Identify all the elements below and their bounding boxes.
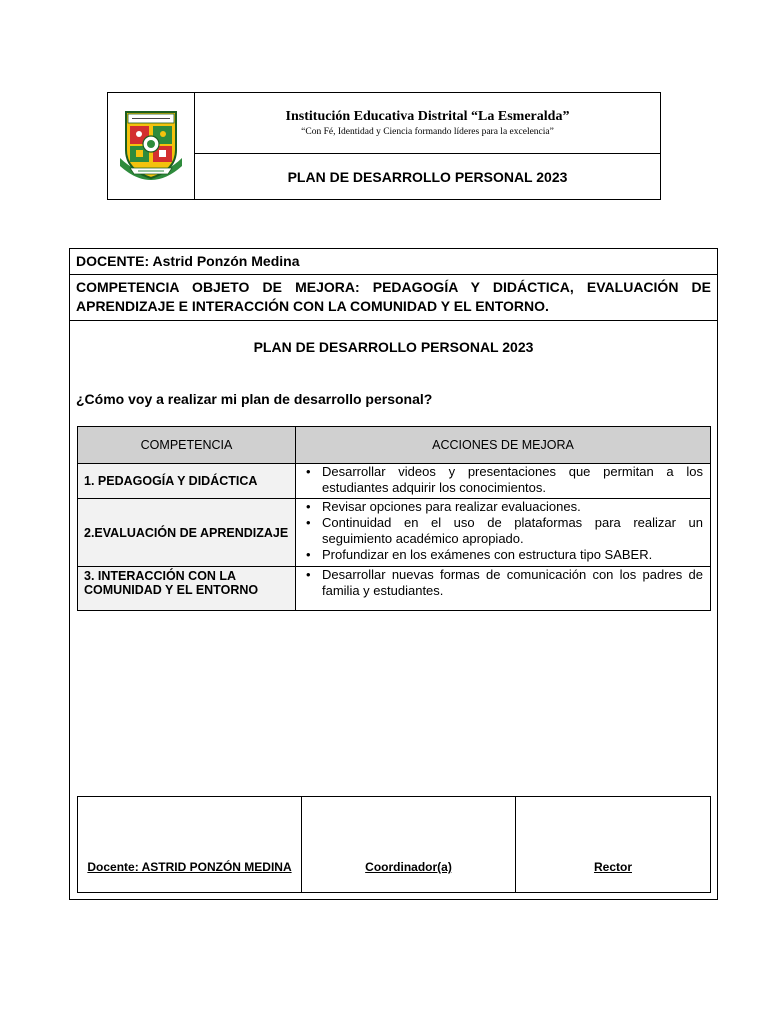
acciones-list <box>304 499 703 563</box>
acciones-cell <box>296 499 711 567</box>
institution-name: Institución Educativa Distrital “La Esmeralda” <box>285 109 570 124</box>
header-competencia: COMPETENCIA <box>78 427 296 464</box>
header-right <box>195 93 660 199</box>
table-row <box>78 464 711 499</box>
competencia-row: COMPETENCIA OBJETO DE MEJORA: PEDAGOGÍA Y DIDÁCTICA, EVALUACIÓN DE APRENDIZAJE E INTERACCIÓN CON LA COMUNIDAD Y EL ENTORNO. <box>70 275 717 321</box>
signature-rector-label: Rector <box>593 860 632 874</box>
docente-row: DOCENTE: Astrid Ponzón Medina <box>70 249 717 275</box>
list-item: • Desarrollar videos y presentaciones que permitan a los estudiantes adquirir los conocimientos. <box>304 464 703 496</box>
signature-coordinador-label: Coordinador(a) <box>365 860 452 874</box>
school-crest-icon <box>112 104 190 188</box>
acciones-list <box>304 464 703 496</box>
list-item: • Desarrollar nuevas formas de comunicación con los padres de familia y estudiantes. <box>304 567 703 599</box>
table-header-row <box>78 427 711 464</box>
competencias-table <box>77 426 711 611</box>
signature-docente <box>78 797 302 893</box>
competencia-cell: 3. INTERACCIÓN CON LA COMUNIDAD Y EL ENTORNO <box>78 567 296 611</box>
list-item: • Profundizar en los exámenes con estructura tipo SABER. <box>304 547 703 563</box>
signatures-table <box>77 796 711 893</box>
institution-cell <box>195 93 660 154</box>
table-row <box>78 567 711 611</box>
acciones-list <box>304 567 703 599</box>
list-item: • Revisar opciones para realizar evaluaciones. <box>304 499 703 515</box>
plan-question: ¿Cómo voy a realizar mi plan de desarrollo personal? <box>76 391 433 407</box>
table-row <box>78 499 711 567</box>
institution-motto: “Con Fé, Identidad y Ciencia formando líderes para la excelencia” <box>301 127 554 137</box>
acciones-cell <box>296 464 711 499</box>
plan-frame <box>69 248 718 900</box>
logo-cell <box>108 93 195 199</box>
competencia-cell: 1. PEDAGOGÍA Y DIDÁCTICA <box>78 464 296 499</box>
competencia-cell: 2.EVALUACIÓN DE APRENDIZAJE <box>78 499 296 567</box>
acciones-cell <box>296 567 711 611</box>
header-acciones: ACCIONES DE MEJORA <box>296 427 711 464</box>
signature-docente-label: Docente: ASTRID PONZÓN MEDINA <box>87 860 292 874</box>
header-plan-title: PLAN DE DESARROLLO PERSONAL 2023 <box>287 168 568 185</box>
signature-rector <box>516 797 711 893</box>
signatures-row <box>78 797 711 893</box>
document-header <box>107 92 661 200</box>
signature-coordinador <box>302 797 516 893</box>
list-item: • Continuidad en el uso de plataformas para realizar un seguimiento académico apropiado. <box>304 515 703 547</box>
plan-title: PLAN DE DESARROLLO PERSONAL 2023 <box>253 339 534 355</box>
